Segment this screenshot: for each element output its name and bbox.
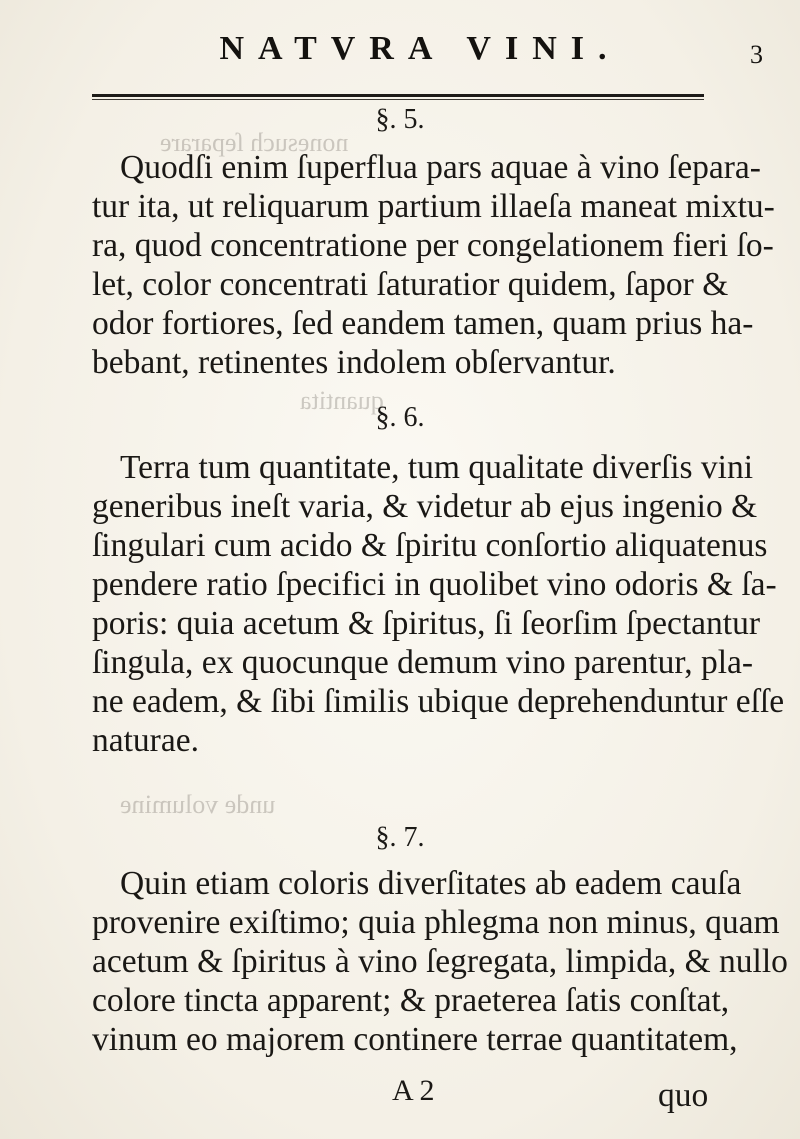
text-line: naturae. [92, 722, 199, 759]
text-line: ſingula, ex quocunque demum vino parentur, pla- [92, 644, 754, 681]
text-line: colore tincta apparent; & praeterea ſatis conſtat, [92, 982, 730, 1019]
show-through-text: unde volumine [120, 790, 276, 819]
text-line: Quodſi enim ſuperflua pars aquae à vino ſepara- [120, 149, 761, 186]
text-line: tur ita, ut reliquarum partium illaeſa maneat mixtu- [92, 188, 775, 225]
page-number: 3 [750, 40, 763, 69]
header-rule [92, 94, 704, 97]
section-mark-6: §. 6. [375, 402, 425, 433]
text-line: let, color concentrati ſaturatior quidem, ſapor & [92, 266, 729, 303]
text-line: acetum & ſpiritus à vino ſegregata, limpida, & nullo [92, 943, 788, 980]
text-line: vinum eo majorem continere terrae quantitatem, [92, 1021, 738, 1058]
text-line: bebant, retinentes indolem obſervantur. [92, 344, 616, 381]
text-line: ne eadem, & ſibi ſimilis ubique deprehenduntur eſſe [92, 683, 785, 720]
header-rule-thin [92, 99, 704, 100]
text-line: odor fortiores, ſed eandem tamen, quam prius ha- [92, 305, 754, 342]
show-through-text: nonesuch ſeparare [160, 128, 349, 157]
text-line: Quin etiam coloris diverſitates ab eadem cauſa [120, 865, 742, 902]
section-mark-5: §. 5. [375, 104, 425, 135]
text-line: ſingulari cum acido & ſpiritu conſortio aliquatenus [92, 527, 768, 564]
paragraph-section-5 [92, 148, 775, 382]
text-line: provenire exiſtimo; quia phlegma non minus, quam [92, 904, 780, 941]
paragraph-section-6 [92, 448, 785, 760]
text-line: ra, quod concentratione per congelationem fieri ſo- [92, 227, 774, 264]
text-line: pendere ratio ſpecifici in quolibet vino odoris & ſa- [92, 566, 777, 603]
signature-mark: A 2 [392, 1074, 435, 1107]
show-through-text: quantita [300, 386, 384, 415]
text-line: generibus ineſt varia, & videtur ab ejus ingenio & [92, 488, 758, 525]
paragraph-section-7 [92, 864, 788, 1059]
text-line: Terra tum quantitate, tum qualitate diverſis vini [120, 449, 754, 486]
section-mark-7: §. 7. [375, 822, 425, 853]
catchword: quo [658, 1077, 709, 1114]
running-head: NATVRA VINI. [219, 30, 621, 67]
text-line: poris: quia acetum & ſpiritus, ſi ſeorſim ſpectantur [92, 605, 760, 642]
